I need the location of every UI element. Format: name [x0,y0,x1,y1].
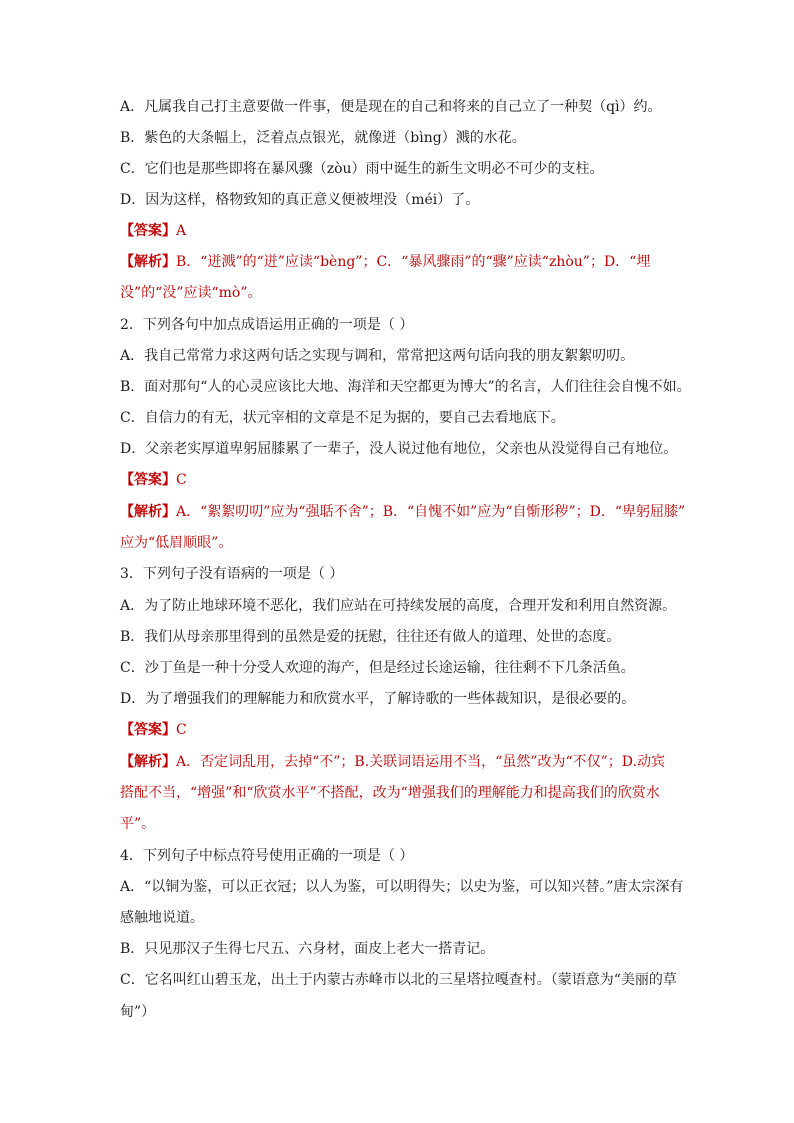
q1-analysis-line-2: 没”的“没”应读“mò”。 [120,285,262,301]
analysis-tag: 【解析】 [120,754,176,770]
q4-option-a-line-1: A．“以铜为鉴，可以正衣冠；以人为鉴，可以明得失；以史为鉴，可以知兴替。”唐太宗深有 [120,879,684,895]
q1-option-c: C．它们也是那些即将在暴风骤（zòu）雨中诞生的新生文明必不可少的支柱。 [120,161,604,177]
analysis-text: A．“絮絮叨叨”应为“强聒不舍”；B．“自愧不如”应为“自惭形秽”；D．“卑躬屈膝” [176,504,686,520]
q1-analysis-line-1 [120,252,650,272]
q1-option-d: D．因为这样，格物致知的真正意义便被埋没（méi）了。 [120,192,480,208]
q3-analysis-line-3: 平”。 [120,816,156,832]
q2-answer [120,470,187,490]
q3-option-b: B．我们从母亲那里得到的虽然是爱的抚慰，往往还有做人的道理、处世的态度。 [120,629,621,645]
q3-option-c: C．沙丁鱼是一种十分受人欢迎的海产，但是经过长途运输，往往剩不下几条活鱼。 [120,660,635,676]
q2-option-b: B．面对那句“人的心灵应该比大地、海洋和天空都更为博大”的名言，人们往往会自愧不如。 [120,379,691,395]
q3-analysis-line-2: 搭配不当，“增强”和“欣赏水平”不搭配，改为“增强我们的理解能力和提高我们的欣赏水 [120,785,660,801]
answer-tag: 【答案】 [120,472,176,488]
q2-analysis-line-1 [120,502,685,522]
q1-option-a: A．凡属我自己打主意要做一件事，便是现在的自己和将来的自己立了一种契（qì）约。 [120,99,662,115]
q4-option-c-line-2: 甸”） [120,1004,156,1020]
answer-value: C [176,722,187,738]
analysis-tag: 【解析】 [120,254,176,270]
answer-tag: 【答案】 [120,223,176,239]
q2-stem: 2．下列各句中加点成语运用正确的一项是（ ） [120,317,414,333]
answer-tag: 【答案】 [120,722,176,738]
q2-option-d: D．父亲老实厚道卑躬屈膝累了一辈子，没人说过他有地位，父亲也从没觉得自己有地位。 [120,441,678,457]
analysis-tag: 【解析】 [120,504,176,520]
q3-stem: 3．下列句子没有语病的一项是（ ） [120,566,344,582]
q3-answer [120,720,187,740]
q1-answer [120,221,186,241]
q1-option-b: B．紫色的大条幅上，泛着点点银光，就像迸（bìng）溅的水花。 [120,130,526,146]
q2-analysis-line-2: 应为“低眉顺眼”。 [120,535,233,551]
analysis-text: A．否定词乱用，去掉“不”；B.关联词语运用不当，“虽然”改为“不仅”；D.动宾 [176,754,665,770]
answer-value: C [176,472,187,488]
analysis-text: B．“迸溅”的“迸”应读“bèng”；C．“暴风骤雨”的“骤”应读“zhòu”；D．“埋 [176,254,651,270]
q4-option-c-line-1: C．它名叫红山碧玉龙，出土于内蒙古赤峰市以北的三星塔拉嘎查村。（蒙语意为“美丽的草 [120,972,677,988]
q4-option-b: B．只见那汉子生得七尺五、六身材，面皮上老大一搭青记。 [120,941,495,957]
q2-option-c: C．自信力的有无，状元宰相的文章是不足为据的，要自己去看地底下。 [120,410,565,426]
q4-stem: 4．下列句子中标点符号使用正确的一项是（ ） [120,848,414,864]
answer-value: A [176,223,187,239]
q4-option-a-line-2: 感触地说道。 [120,910,204,926]
q3-option-d: D．为了增强我们的理解能力和欣赏水平，了解诗歌的一些体裁知识，是很必要的。 [120,691,636,707]
q2-option-a: A．我自己常常力求这两句话之实现与调和，常常把这两句话向我的朋友絮絮叨叨。 [120,348,635,364]
q3-option-a: A．为了防止地球环境不恶化，我们应站在可持续发展的高度，合理开发和利用自然资源。 [120,598,677,614]
q3-analysis-line-1 [120,752,665,772]
